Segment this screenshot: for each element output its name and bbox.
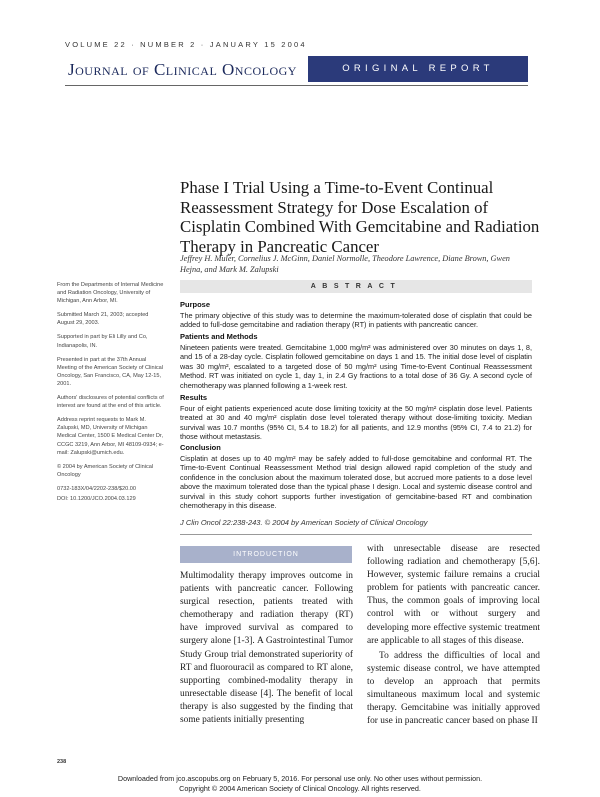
abstract-heading: Purpose: [180, 300, 211, 309]
abstract-rule: [180, 534, 532, 535]
introduction-heading: INTRODUCTION: [180, 546, 352, 563]
abstract-results: [180, 393, 532, 442]
abstract-text: The primary objective of this study was to determine the maximum-tolerated dose of cisplatin that could be added to full-dose gemcitabine and radiation therapy (RT) in patients with pancreatic cancer.: [180, 310, 532, 329]
abstract-purpose: [180, 300, 532, 330]
article-title: Phase I Trial Using a Time-to-Event Continual Reassessment Strategy for Dose Escalation of Cisplatin Combined With Gemcitabine and Radiation Therapy in Pancreatic Cancer: [180, 178, 540, 256]
body-column-left: [180, 570, 353, 727]
journal-citation: J Clin Oncol 22:238-243. © 2004 by American Society of Clinical Oncology: [180, 518, 428, 527]
abstract-text: Four of eight patients experienced acute dose limiting toxicity at the 50 mg/m² cisplatin dose level. Patients treated at 30 and 40 mg/m² cisplatin dose level tolerated therapy without dose-limiting toxicity. Median survival was 10.7 months (95% CI, 5.4 to 18.2) for all patients, and 12.9 months (95% CI, 7.4 to 21.2) for those without metastasis.: [180, 403, 532, 441]
abstract-label: ABSTRACT: [180, 280, 532, 293]
abstract-heading: Patients and Methods: [180, 332, 258, 341]
article-authors: Jeffrey H. Muler, Cornelius J. McGinn, Daniel Normolle, Theodore Lawrence, Diane Brown, Gwen Hejna, and Mark M. Zalupski: [180, 254, 510, 274]
abstract-text: Cisplatin at doses up to 40 mg/m² may be safely added to full-dose gemcitabine and conformal RT. The Time-to-Event Continual Reassessment Method trial design allowed rapid completion of the study and confidence in the conclusion about the maximum tolerated dose, but accrued more patients to a dose level above the maximum tolerated dose than the typical phase I design. Local and systemic disease control and survival in this study cohort supports further investigation of gemcitabine-based RT and combination chemotherapy in this disease.: [180, 453, 532, 510]
sidebar-disclosures: Authors' disclosures of potential conflicts of interest are found at the end of this article.: [57, 395, 164, 410]
sidebar-submitted: Submitted March 21, 2003; accepted August 29, 2003.: [57, 312, 149, 327]
sidebar-affiliation: From the Departments of Internal Medicine and Radiation Oncology, University of Michigan, Ann Arbor, MI.: [57, 282, 164, 305]
abstract-conclusion: [180, 443, 532, 511]
footer-download-notice: Downloaded from jco.ascopubs.org on February 5, 2016. For personal use only. No other uses without permission.: [117, 774, 483, 783]
sidebar-presented: Presented in part at the 37th Annual Meeting of the American Society of Clinical Oncology, San Francisco, CA, May 12-15, 2001.: [57, 356, 164, 387]
sidebar-support: Supported in part by Eli Lilly and Co, Indianapolis, IN.: [57, 334, 148, 349]
journal-title: Journal of Clinical Oncology: [68, 60, 297, 79]
body-column-right: [367, 543, 540, 728]
body-paragraph: with unresectable disease are resected following radiation and chemotherapy [5,6]. However, systemic failure remains a crucial problem for patients with pancreatic cancer. Thus, the common goals of improving local control with or without surgery and developing more effective systemic treatment are applicable to all stages of this disease.: [367, 544, 540, 646]
article-info-sidebar: [57, 281, 165, 509]
issue-line: VOLUME 22 · NUMBER 2 · JANUARY 15 2004: [65, 40, 307, 49]
page-number: 238: [57, 759, 67, 765]
abstract-methods: [180, 332, 532, 390]
sidebar-reprint: Address reprint requests to Mark M. Zalupski, MD, University of Michigan Medical Center, 1500 E Medical Center Dr, CCGC 3219, Ann Arbor, MI 48109-0934; e-mail: Zalupski@umich.edu.: [57, 417, 164, 456]
sidebar-copyright: © 2004 by American Society of Clinical Oncology: [57, 463, 154, 478]
body-paragraph: To address the difficulties of local and systemic disease control, we have attempted to develop an approach that permits simultaneous maximum local and systemic therapy. Gemcitabine was initially approved for use in pancreatic cancer based on phase II: [367, 650, 540, 727]
footer-copyright: Copyright © 2004 American Society of Clinical Oncology. All rights reserved.: [179, 784, 421, 793]
abstract-heading: Results: [180, 393, 208, 402]
body-paragraph: Multimodality therapy improves outcome in patients with pancreatic cancer. Following surgical resection, patients treated with chemotherapy and radiation therapy (RT) have improved survival as compared to surgery alone [1-3]. A Gastrointestinal Tumor Study Group trial demonstrated superiority of RT and fluorouracil as compared to RT alone, supporting combined-modality therapy in unresectable disease [4]. The benefit of local therapy is also suggested by the finding that some patients initially presenting: [180, 571, 353, 726]
abstract-heading: Conclusion: [180, 443, 221, 452]
section-label: ORIGINAL REPORT: [308, 56, 528, 82]
sidebar-issn: 0732-183X/04/2202-238/$20.00: [57, 485, 137, 492]
header-rule: [65, 85, 528, 86]
abstract-text: Nineteen patients were treated. Gemcitabine 1,000 mg/m² was administered over 30 minutes on days 1, 8, and 15 of a 28-day cycle. Cisplatin followed gemcitabine on days 1 and 15. The initial dose level of cisplatin was 30 mg/m², escalated to a targeted dose of 50 mg/m² using Time-to-Event Continual Reassessment Method. RT was initiated on cycle 1, day 1, in 2.4 Gy fractions to a total dose of 36 Gy. A second cycle of chemotherapy was planned following a 1-week rest.: [180, 342, 532, 390]
sidebar-doi: DOI: 10.1200/JCO.2004.03.129: [57, 495, 136, 502]
